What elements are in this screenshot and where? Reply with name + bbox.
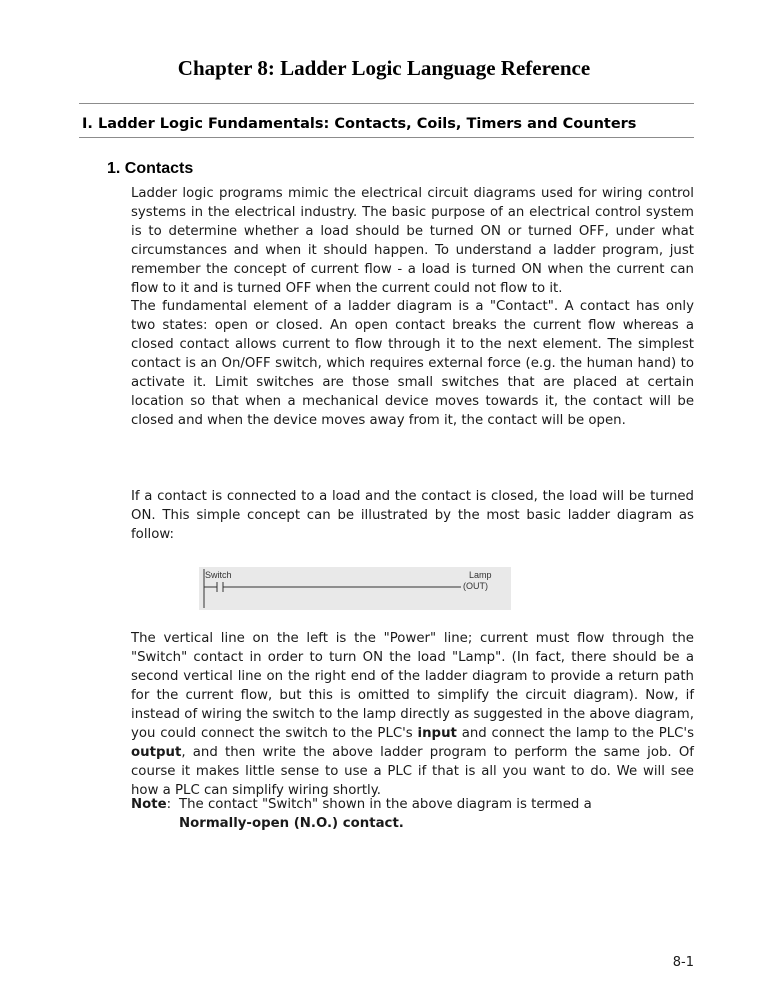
coil-type: (OUT) [463, 581, 488, 591]
note-label: Note [131, 797, 167, 812]
ladder-diagram [199, 567, 511, 610]
page-number: 8-1 [672, 955, 694, 970]
note [131, 795, 592, 831]
note-bold-term: Normally-open (N.O.) contact. [179, 816, 404, 831]
section-heading: I. Ladder Logic Fundamentals: Contacts, Coils, Timers and Counters [82, 116, 637, 132]
coil-label: Lamp [469, 570, 492, 580]
section-rule-bottom [79, 137, 694, 138]
paragraph-4-text-2: and connect the lamp to the PLC's [456, 726, 694, 741]
ladder-rung [199, 567, 511, 610]
paragraph-2: The fundamental element of a ladder diagram is a "Contact". A contact has only two states: open or closed. An open contact breaks the current flow whereas a closed contact allows current to flow through it to the next element. The simplest contact is an On/OFF switch, which requires external force (e.g. the human hand) to activate it. Limit switches are those small switches that are placed at certain location so that when a mechanical device moves towards it, the contact will be closed and when the device moves away from it, the contact will be open. [131, 299, 694, 428]
output-term: output [131, 745, 182, 760]
note-body [179, 795, 599, 833]
chapter-title: Chapter 8: Ladder Logic Language Reference [177, 56, 591, 80]
section-rule-top [79, 103, 694, 104]
contact-label: Switch [205, 570, 232, 580]
paragraph-4 [131, 629, 694, 800]
note-body-text: The contact "Switch" shown in the above diagram is termed a [179, 797, 592, 812]
paragraph-4-text-1: The vertical line on the left is the "Power" line; current must flow through the "Switch" contact in order to turn ON the load "Lamp". (In fact, there should be a second vertical line on the right end of the ladder diagram to provide a return path for the current flow, but this is omitted to simplify the circuit diagram). Now, if instead of wiring the switch to the lamp directly as suggested in the above diagram, you could connect the switch to the PLC's [131, 631, 694, 741]
subsection-heading: 1. Contacts [107, 160, 194, 177]
paragraph-4-text-3: , and then write the above ladder program to perform the same job. Of course it makes little sense to use a PLC if that is all you want to do. We will see how a PLC can simplify wiring shortly. [131, 745, 694, 798]
paragraph-1: Ladder logic programs mimic the electrical circuit diagrams used for wiring control systems in the electrical industry. The basic purpose of an electrical control system is to determine whether a load should be turned ON or turned OFF, under what circumstances and when it should happen. To understand a ladder program, just remember the concept of current flow - a load is turned ON when the current can flow to it and is turned OFF when the current could not flow to it. [131, 186, 694, 296]
paragraph-3: If a contact is connected to a load and the contact is closed, the load will be turned ON. This simple concept can be illustrated by the most basic ladder diagram as follow: [131, 489, 694, 542]
note-colon: : [166, 797, 172, 812]
input-term: input [417, 726, 457, 741]
